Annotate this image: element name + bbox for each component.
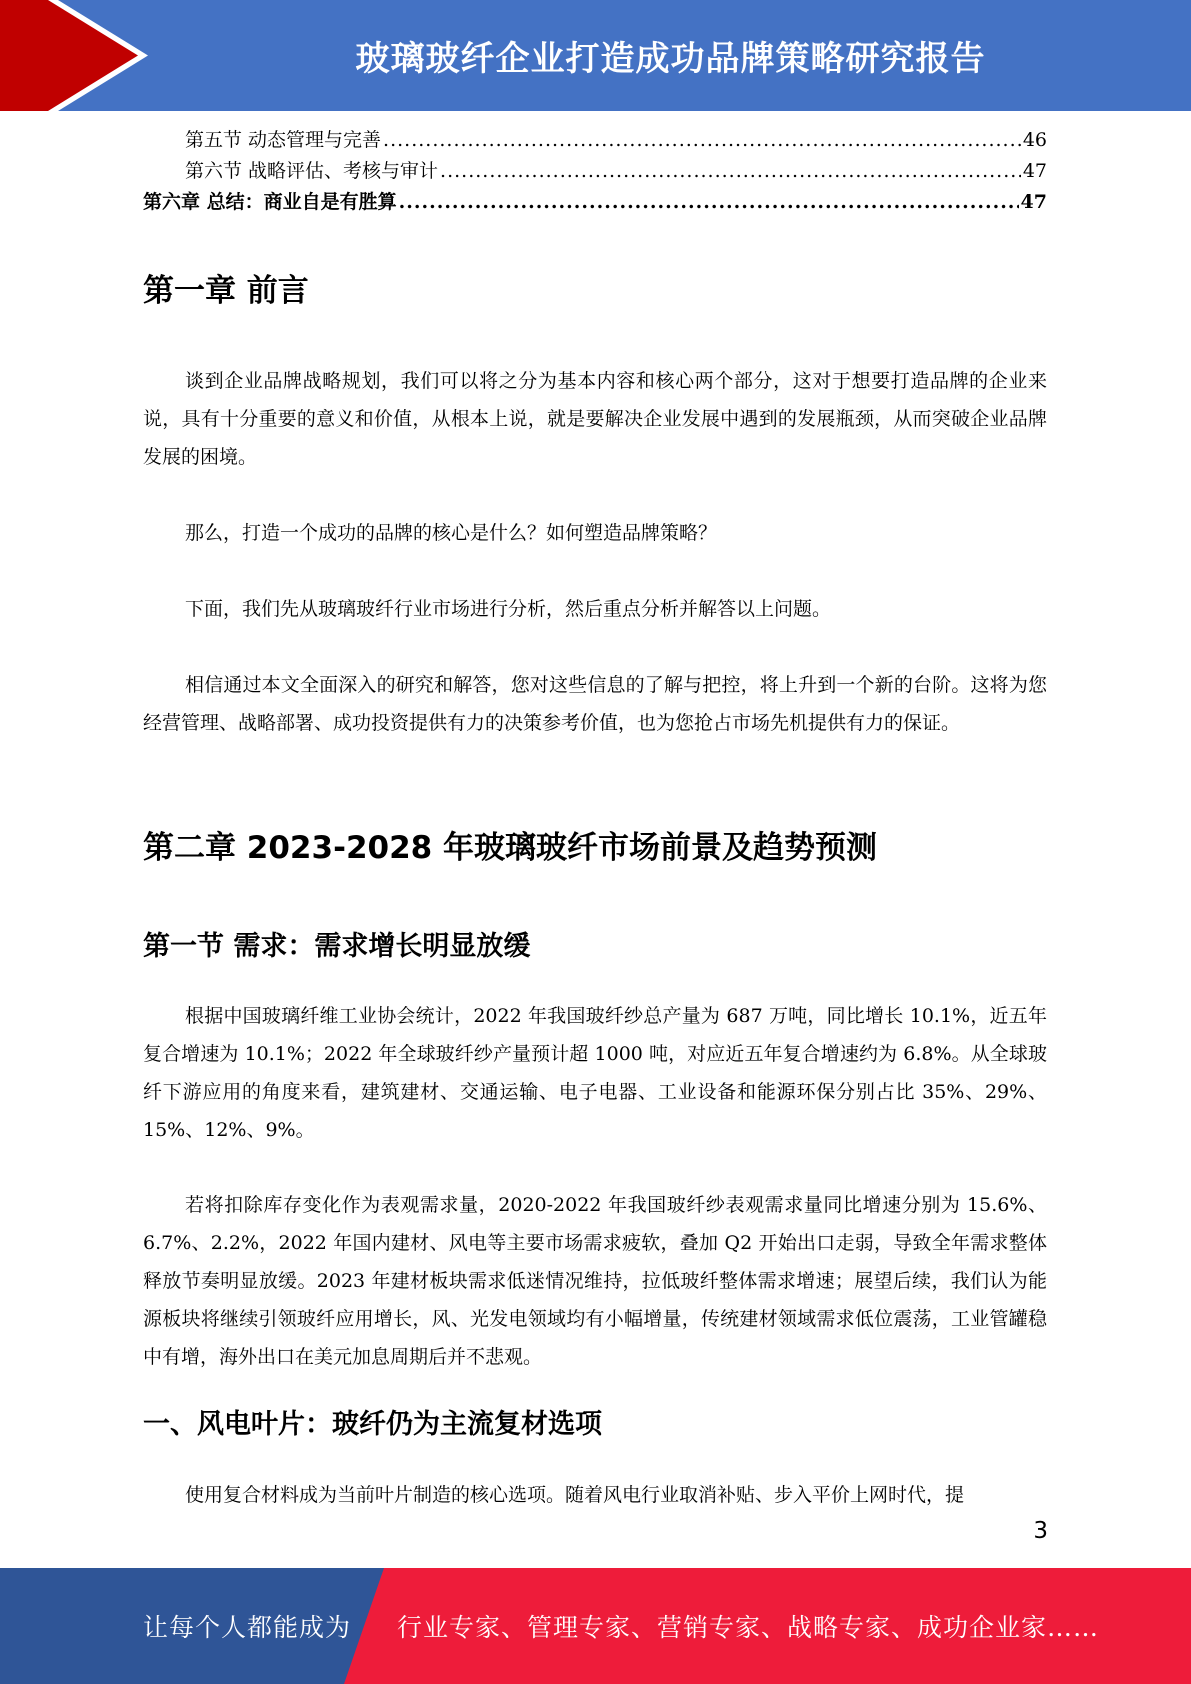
toc-item[interactable] — [143, 125, 1047, 156]
paragraph: 相信通过本文全面深入的研究和解答，您对这些信息的了解与把控，将上升到一个新的台阶。这将为您经营管理、战略部署、成功投资提供有力的决策参考价值，也为您抢占市场先机提供有力的保证。 — [143, 674, 1047, 734]
toc-item[interactable] — [143, 187, 1047, 218]
paragraph: 那么，打造一个成功的品牌的核心是什么？如何塑造品牌策略？ — [185, 522, 718, 544]
table-of-contents — [143, 125, 1047, 218]
footer-slogan-left: 让每个人都能成为 — [143, 1613, 352, 1642]
toc-item[interactable] — [143, 156, 1047, 187]
chapter-title: 第二章 2023-2028 年玻璃玻纤市场前景及趋势预测 — [143, 830, 878, 866]
page-header — [0, 0, 1191, 111]
footer-slogan-right: 行业专家、管理专家、营销专家、战略专家、成功企业家…… — [397, 1613, 1100, 1642]
toc-item-label: 第六章 总结：商业自是有胜算 — [143, 191, 397, 213]
toc-item-page: 47 — [1022, 160, 1047, 182]
page-content — [143, 125, 1047, 1506]
header-arrow-decoration — [0, 0, 160, 111]
toc-item-label: 第五节 动态管理与完善 — [185, 129, 382, 151]
page-number: 3 — [1033, 1518, 1048, 1544]
toc-leader — [399, 187, 1019, 218]
toc-item-page: 46 — [1022, 129, 1047, 151]
paragraph: 谈到企业品牌战略规划，我们可以将之分为基本内容和核心两个部分，这对于想要打造品牌的企业来说，具有十分重要的意义和价值，从根本上说，就是要解决企业发展中遇到的发展瓶颈，从而突破企业品牌发展的困境。 — [143, 370, 1047, 468]
section-title: 第一节 需求：需求增长明显放缓 — [143, 931, 531, 962]
paragraph: 根据中国玻璃纤维工业协会统计，2022 年我国玻纤纱总产量为 687 万吨，同比增长 10.1%，近五年复合增速为 10.1%；2022 年全球玻纤纱产量预计超 1000 吨，对应近五年复合增速约为 6.8%。从全球玻纤下游应用的角度来看，建筑建材、交通运输、电子电器、工业设备和能源环保分别占比 35%、29%、15%、12%、9%。 — [143, 1005, 1047, 1141]
toc-item-label: 第六节 战略评估、考核与审计 — [185, 160, 439, 182]
toc-leader — [440, 156, 1021, 187]
report-title: 玻璃玻纤企业打造成功品牌策略研究报告 — [355, 39, 986, 79]
subsection-title: 一、风电叶片：玻纤仍为主流复材选项 — [143, 1409, 602, 1440]
toc-leader — [383, 125, 1021, 156]
paragraph: 若将扣除库存变化作为表观需求量，2020-2022 年我国玻纤纱表观需求量同比增速分别为 15.6%、6.7%、2.2%，2022 年国内建材、风电等主要市场需求疲软，叠加 Q2 开始出口走弱，导致全年需求整体释放节奏明显放缓。2023 年建材板块需求低迷情况维持，拉低玻纤整体需求增速；展望后续，我们认为能源板块将继续引领玻纤应用增长，风、光发电领域均有小幅增量，传统建材领域需求低位震荡，工业管罐稳中有增，海外出口在美元加息周期后并不悲观。 — [143, 1194, 1047, 1368]
paragraph: 使用复合材料成为当前叶片制造的核心选项。随着风电行业取消补贴、步入平价上网时代，提 — [185, 1484, 965, 1506]
toc-item-page: 47 — [1020, 191, 1047, 213]
page-footer — [0, 1568, 1191, 1684]
chapter-title: 第一章 前言 — [143, 273, 309, 309]
paragraph: 下面，我们先从玻璃玻纤行业市场进行分析，然后重点分析并解答以上问题。 — [185, 598, 832, 620]
